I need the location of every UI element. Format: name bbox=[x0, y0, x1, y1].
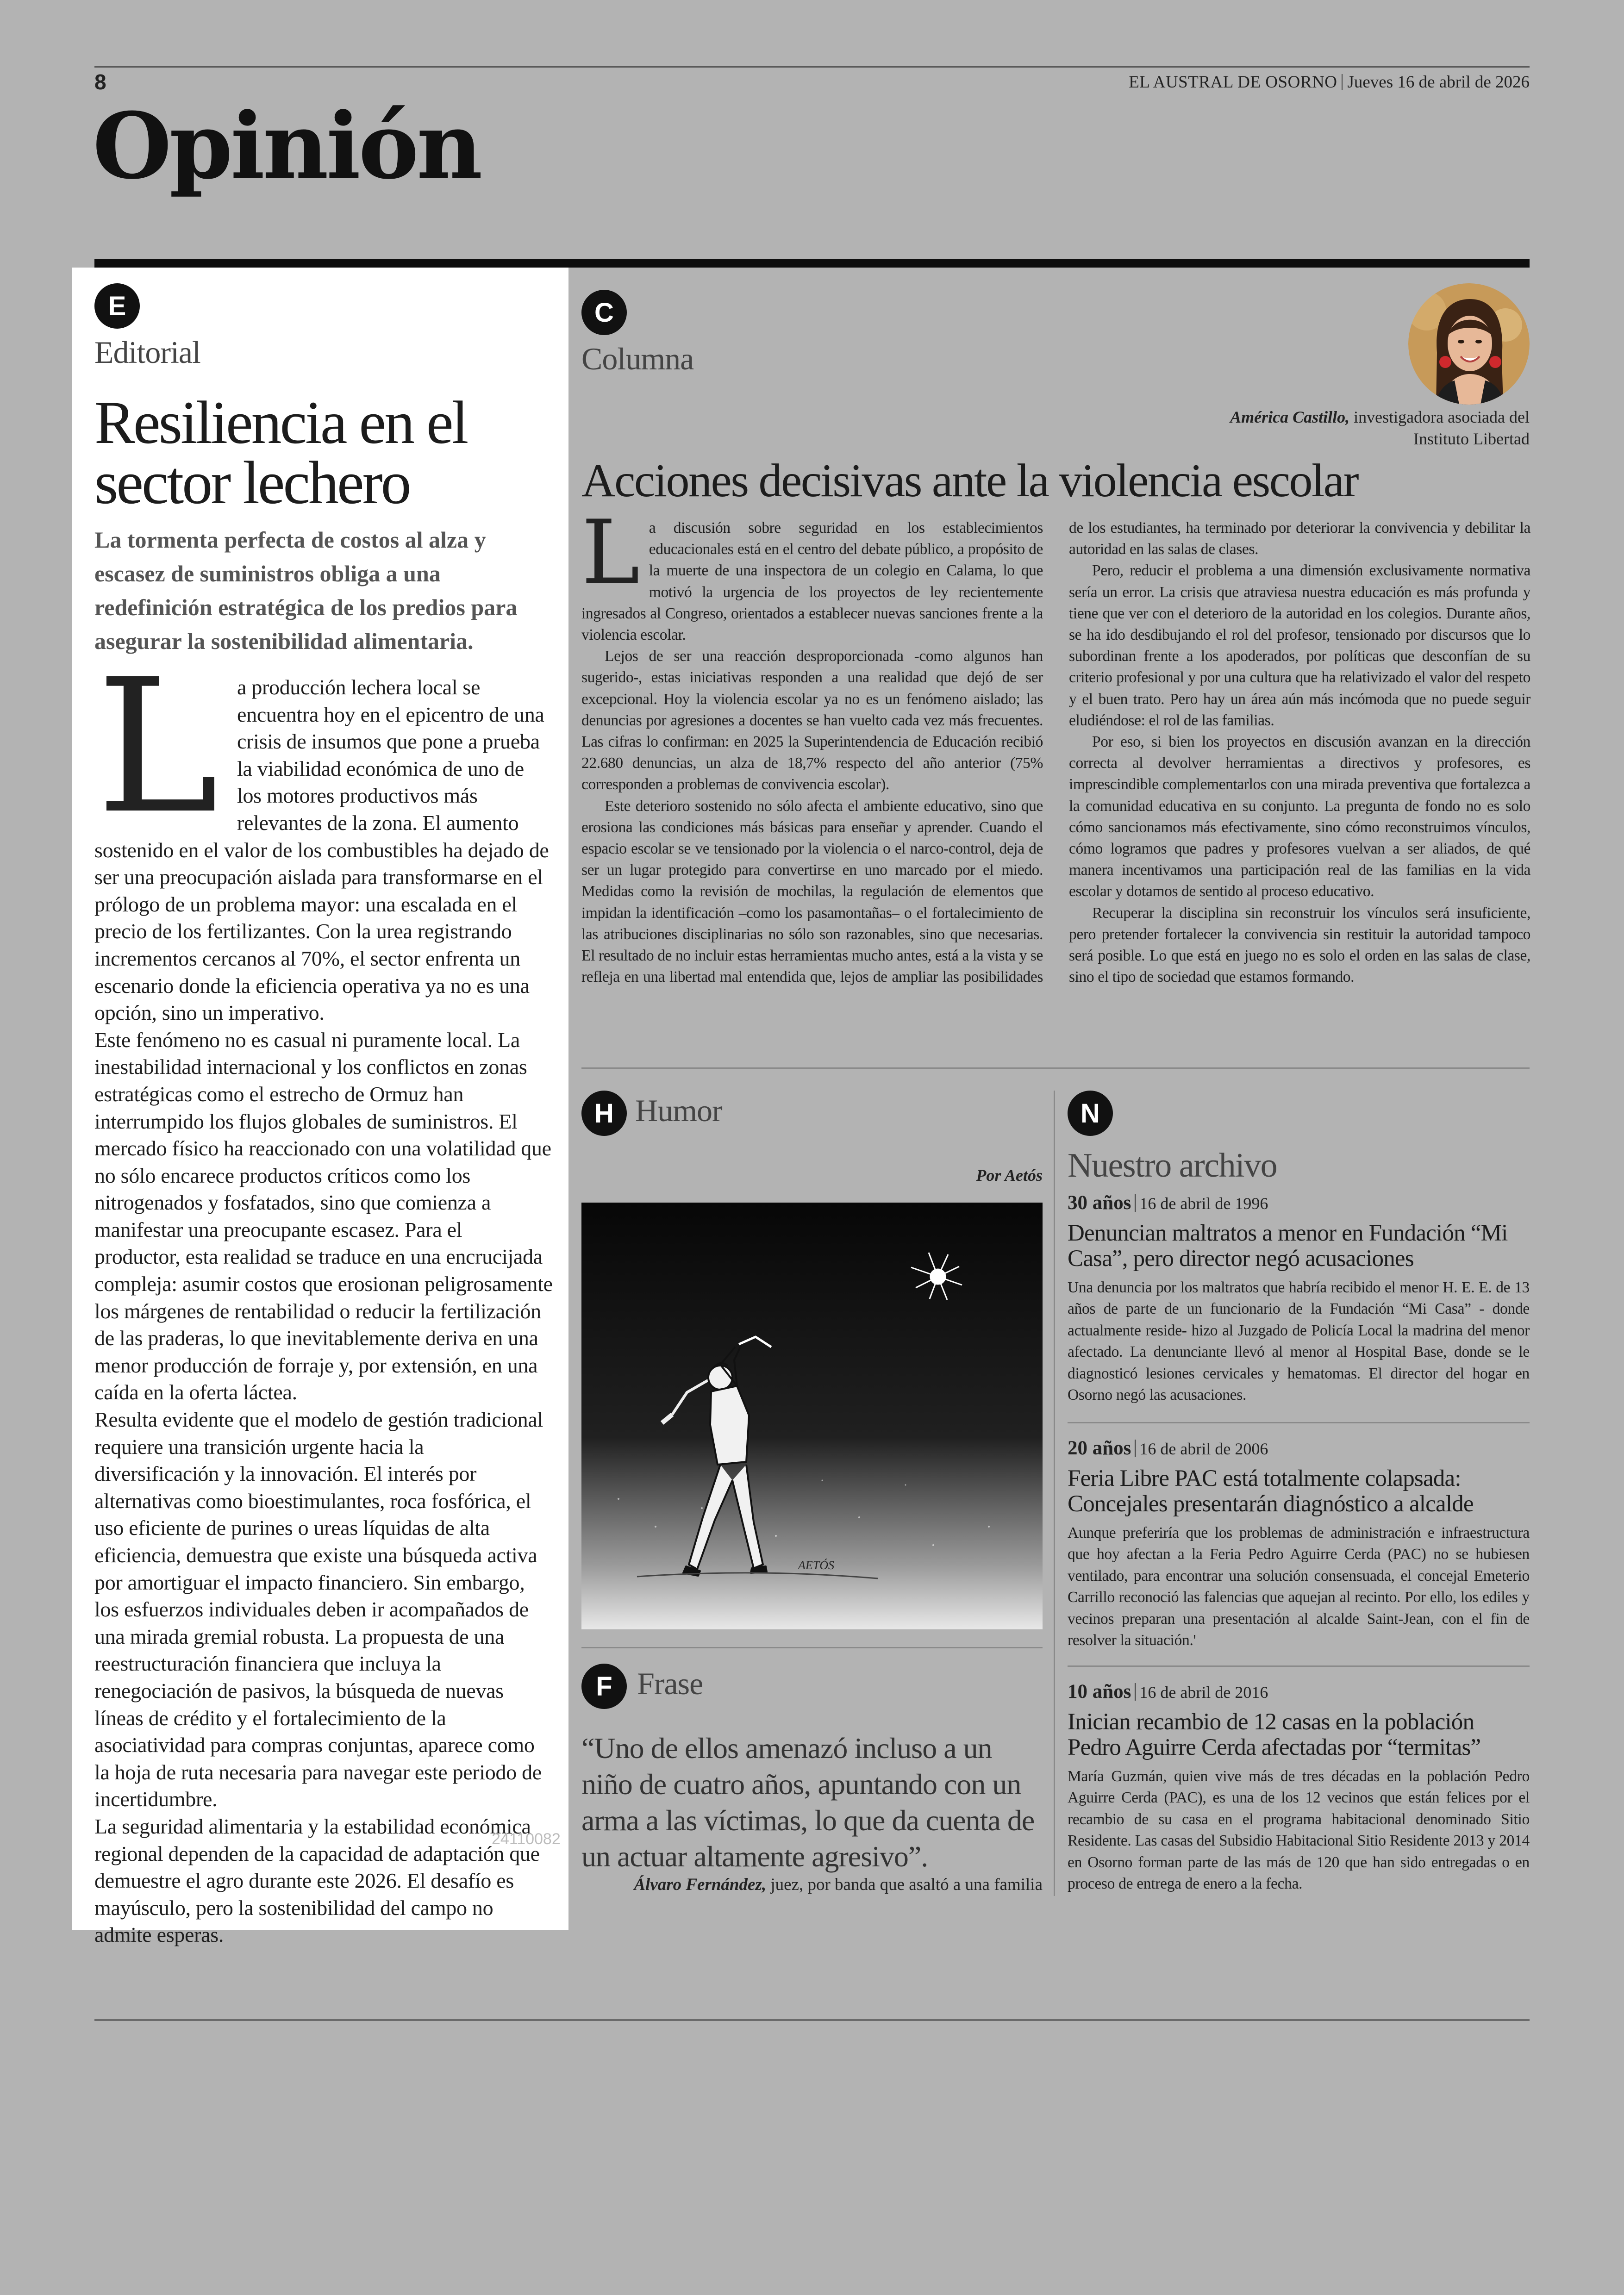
column-paragraph: Por eso, si bien los proyectos en discusión avanzan en la dirección correcta al devolver herramientas a directivos y profesores, es imprescindible complementarlos con una mirada preventiva que fortalezca a la comunidad educativa en su conjunto. La pregunta de fondo no es solo cómo sancionamos más efectivamente, sino cómo reconstruimos vínculos, cómo logramos que padres y profesores vuelvan a ser aliados, de qué manera incentivamos una participación real de las familias en la vida escolar y dotamos de sentido al proceso educativo. bbox=[1069, 733, 1530, 900]
frase-quote: “Uno de ellos amenazó incluso a un niño de cuatro años, apuntando con un arma a las víctimas, lo que da cuenta de un actuar altamente agresivo”. bbox=[581, 1732, 1035, 1873]
column-paragraph: La discusión sobre seguridad en los establecimientos educacionales está en el centro del debate público, a propósito de la muerte de una inspectora de un colegio en Calama, lo que motivó la urgencia de los proyectos de ley recientemente ingresados al Congreso, orientados a establecer nuevas sanciones frente a la violencia escolar. bbox=[581, 501, 1043, 644]
author-role: investigadora asociada del Instituto Libertad bbox=[1354, 408, 1530, 448]
issue-date: Jueves 16 de abril de 2026 bbox=[1347, 73, 1530, 92]
humor-badge: H bbox=[581, 1091, 627, 1136]
column-body bbox=[581, 501, 1530, 1054]
archive-item bbox=[1068, 1680, 1530, 1895]
archive-divider bbox=[1054, 1091, 1055, 1896]
editorial-dropcap: L bbox=[96, 640, 219, 854]
editorial-deck: La tormenta perfecta de costos al alza y escasez de suministros obliga a una redefinición estratégica de los predios para asegurar la sostenibilidad alimentaria. bbox=[94, 527, 518, 654]
watermark-code: 24110082 bbox=[492, 1830, 561, 1848]
bottom-rule bbox=[94, 2019, 1530, 2021]
section-title: Opinión bbox=[93, 93, 481, 200]
humor-bottom-rule bbox=[581, 1647, 1043, 1648]
column-paragraph: Recuperar la disciplina sin reconstruir los vínculos será insuficiente, pero pretender fortalecer la convivencia sin restituir la autoridad tampoco será posible. Lo que está en juego no es solo el orden en las salas de clase, sino el tipo de sociedad que estamos formando. bbox=[1069, 904, 1530, 986]
frase-kicker: Frase bbox=[637, 1666, 703, 1701]
archive-item-headline: Inician recambio de 12 casas en la población Pedro Aguirre Cerda afectadas por “termitas” bbox=[1068, 1709, 1481, 1760]
editorial-body bbox=[94, 640, 553, 1949]
humor-cartoon bbox=[581, 1203, 1043, 1629]
humor-byline: Por Aetós bbox=[976, 1166, 1043, 1185]
editorial-badge: E bbox=[94, 283, 140, 329]
column-bottom-rule bbox=[581, 1067, 1530, 1069]
editorial-paragraph: La seguridad alimentaria y la estabilidad económica regional dependen de la capacidad de adaptación que demuestre el agro durante este 2026. El desafío es mayúsculo, pero la sostenibilidad del campo no admite esperas. bbox=[94, 1814, 540, 1947]
column-paragraph: Pero, reducir el problema a una dimensión exclusivamente normativa sería un error. La crisis que atraviesa nuestra educación es más profunda y tiene que ver con el deterioro de la autoridad en los colegios. Durante años, se ha ido desdibujando el rol del profesor, tensionado por discursos que lo subordinan frente a los apoderados, por políticas que desconfían de su criterio profesional y por una cultura que ha relativizado el valor del respeto y el buen trato. Pero hay un área aún más incómoda que no puede seguir eludiéndose: el rol de las familias. bbox=[1069, 562, 1530, 729]
author-portrait bbox=[1408, 283, 1530, 405]
author-credit bbox=[1206, 406, 1530, 450]
newspaper-name: EL AUSTRAL DE OSORNO bbox=[1129, 73, 1337, 92]
column-badge: C bbox=[581, 290, 627, 335]
column-paragraph: Lejos de ser una reacción desproporcionada -como algunos han sugerido-, estas iniciativas responden a una realidad que dejó de ser excepcional. Hoy la violencia escolar ya no es un fenómeno aislado; las denuncias por agresiones a docentes se han vuelto cada vez más frecuentes. Las cifras lo confirman: en 2025 la Superintendencia de Educación recibió 22.680 denuncias, un alza de 18,7% respecto del año anterior (75% corresponden a problemas de convivencia escolar). bbox=[581, 648, 1043, 793]
archive-item bbox=[1068, 1191, 1530, 1406]
frase-attribution-role: juez, por banda que asaltó a una familia bbox=[770, 1875, 1043, 1894]
editorial-paragraph: La producción lechera local se encuentra hoy en el epicentro de una crisis de insumos que pone a prueba la viabilidad económica de uno de los motores productivos más relevantes de la zona. El aumento sostenido en el valor de los combustibles ha dejado de ser una preocupación aislada para transformarse en el prólogo de un problema mayor: una escalada en el precio de los fertilizantes. Con la urea registrando incrementos cercanos al 70%, el sector enfrenta un escenario donde la eficiencia operativa ya no es una opción, sino un imperativo. bbox=[94, 640, 549, 1025]
editorial-paragraph: Este fenómeno no es casual ni puramente local. La inestabilidad internacional y los conflictos en zonas estratégicas como el estrecho de Ormuz han interrumpido los flujos globales de suministros. El mercado físico ha reaccionado con una volatilidad que no sólo encarece productos críticos como los nitrogenados y fosfatados, sino que comienza a manifestar una preocupante escasez. Para el productor, esta realidad se traduce en una encrucijada compleja: asumir costos que erosionan peligrosamente los márgenes de rentabilidad o reducir la fertilización de las praderas, lo que inevitablemente deriva en una menor producción de forraje y, por extensión, en una caída en la oferta láctea. bbox=[94, 1028, 553, 1404]
archive-item-headline: Feria Libre PAC está totalmente colapsada: Concejales presentarán diagnóstico a alcalde bbox=[1068, 1466, 1474, 1517]
frase-badge: F bbox=[581, 1664, 627, 1709]
column-dropcap: L bbox=[581, 501, 640, 604]
editorial-headline-line-1: Resiliencia en el bbox=[94, 388, 467, 456]
cartoon-signature: AETÓS bbox=[798, 1559, 834, 1572]
archive-item-date: 30 años 16 de abril de 1996 bbox=[1068, 1192, 1268, 1214]
archive-badge: N bbox=[1068, 1091, 1113, 1136]
page-number: 8 bbox=[94, 70, 106, 94]
archive-item-body: María Guzmán, quien vive más de tres décadas en la población Pedro Aguirre Cerda (PAC), es una de los 12 vecinos que están felices por el recambio de su casa en el programa habitacional denominado Sitio Residente. Las casas del Subsidio Habitacional Sitio Residente 2013 y 2014 en Osorno forman parte de las más de 120 que han sido entregadas o en proceso de entrega de enero a la fecha. bbox=[1068, 1768, 1530, 1893]
frase-attribution-name: Álvaro Fernández, bbox=[634, 1875, 767, 1894]
archive-item-date: 20 años 16 de abril de 2006 bbox=[1068, 1437, 1268, 1459]
archive-item-body: Aunque preferiría que los problemas de administración e infraestructura que hoy afectan a la Feria Pedro Aguirre Cerda (PAC) no se hubiesen ventilado, para encontrar una solución consensuada, el concejal Emeterio Carrillo reconoció las falencias que aquejan al recinto. Por ello, los ediles y vecinos preparan una presentación al alcalde Saint-Jean, con el fin de resolver la situación.' bbox=[1068, 1524, 1530, 1649]
frase-attribution bbox=[634, 1875, 1043, 1895]
archive-title: Nuestro archivo bbox=[1068, 1147, 1277, 1185]
archive-separator bbox=[1068, 1665, 1530, 1667]
archive-item-body: Una denuncia por los maltratos que habría recibido el menor H. E. E. de 13 años de parte de un funcionario de la Fundación “Mi Casa” - donde actualmente reside- hizo al Juzgado de Policía Local la madrina del menor afectado. La denunciante llevó al menor al Hospital Base, donde se le diagnosticó lesiones cervicales y hematomas. El director del hogar en Osorno negó las acusaciones. bbox=[1068, 1279, 1530, 1404]
archive-item-date: 10 años 16 de abril de 2016 bbox=[1068, 1681, 1268, 1703]
author-name: América Castillo, bbox=[1230, 408, 1350, 426]
archive-item-headline: Denuncian maltratos a menor en Fundación “Mi Casa”, pero director negó acusaciones bbox=[1068, 1220, 1508, 1272]
column-kicker: Columna bbox=[581, 341, 694, 376]
editorial-kicker: Editorial bbox=[94, 335, 200, 370]
archive-item bbox=[1068, 1437, 1530, 1651]
folio bbox=[1129, 72, 1530, 92]
column-headline: Acciones decisivas ante la violencia escolar bbox=[581, 455, 1358, 507]
top-rule bbox=[94, 66, 1530, 68]
humor-kicker: Humor bbox=[635, 1093, 722, 1128]
editorial-paragraph: Resulta evidente que el modelo de gestión tradicional requiere una transición urgente hacia la diversificación y la innovación. El interés por alternativas como bioestimulantes, roca fosfórica, el uso eficiente de purines o ureas líquidas de alta eficiencia, demuestra que existe una búsqueda activa por amortiguar el impacto financiero. Sin embargo, los esfuerzos individuales deben ir acompañados de una mirada gremial robusta. La propuesta de una reestructuración financiera que incluya la renegociación de pasivos, la búsqueda de nuevas líneas de crédito y el fortalecimiento de la asociatividad para compras conjuntas, aparece como la hoja de ruta necesaria para navegar este periodo de incertidumbre. bbox=[94, 1408, 543, 1811]
column-paragraph: Este deterioro sostenido no sólo afecta el ambiente educativo, sino que erosiona las condiciones más básicas para enseñar y aprender. Cuando el espacio escolar se ve tensionado por la violencia o el narco-control, deja de ser un lugar protegido para convertirse en uno marcado por el miedo. Medidas como la revisión de mochilas, la regulación de elementos que impidan la identificación –como los pasamontañas– o el fortalecimiento de las atribuciones disciplinarias no sólo son razonables, sino que necesarias. El resultado de no incluir estas herramientas mucho antes, está a la vista y se refleja en una libertad mal entendida que, lejos de ampliar las posibilidades de los estudiantes, ha terminado por deteriorar la convivencia y debilitar la autoridad en las salas de clases. bbox=[581, 519, 1530, 986]
editorial-headline bbox=[94, 388, 562, 517]
editorial-headline-line-2: sector lechero bbox=[94, 449, 410, 517]
archive-separator bbox=[1068, 1422, 1530, 1423]
folio-separator bbox=[1342, 74, 1343, 90]
section-rule bbox=[94, 259, 1530, 268]
